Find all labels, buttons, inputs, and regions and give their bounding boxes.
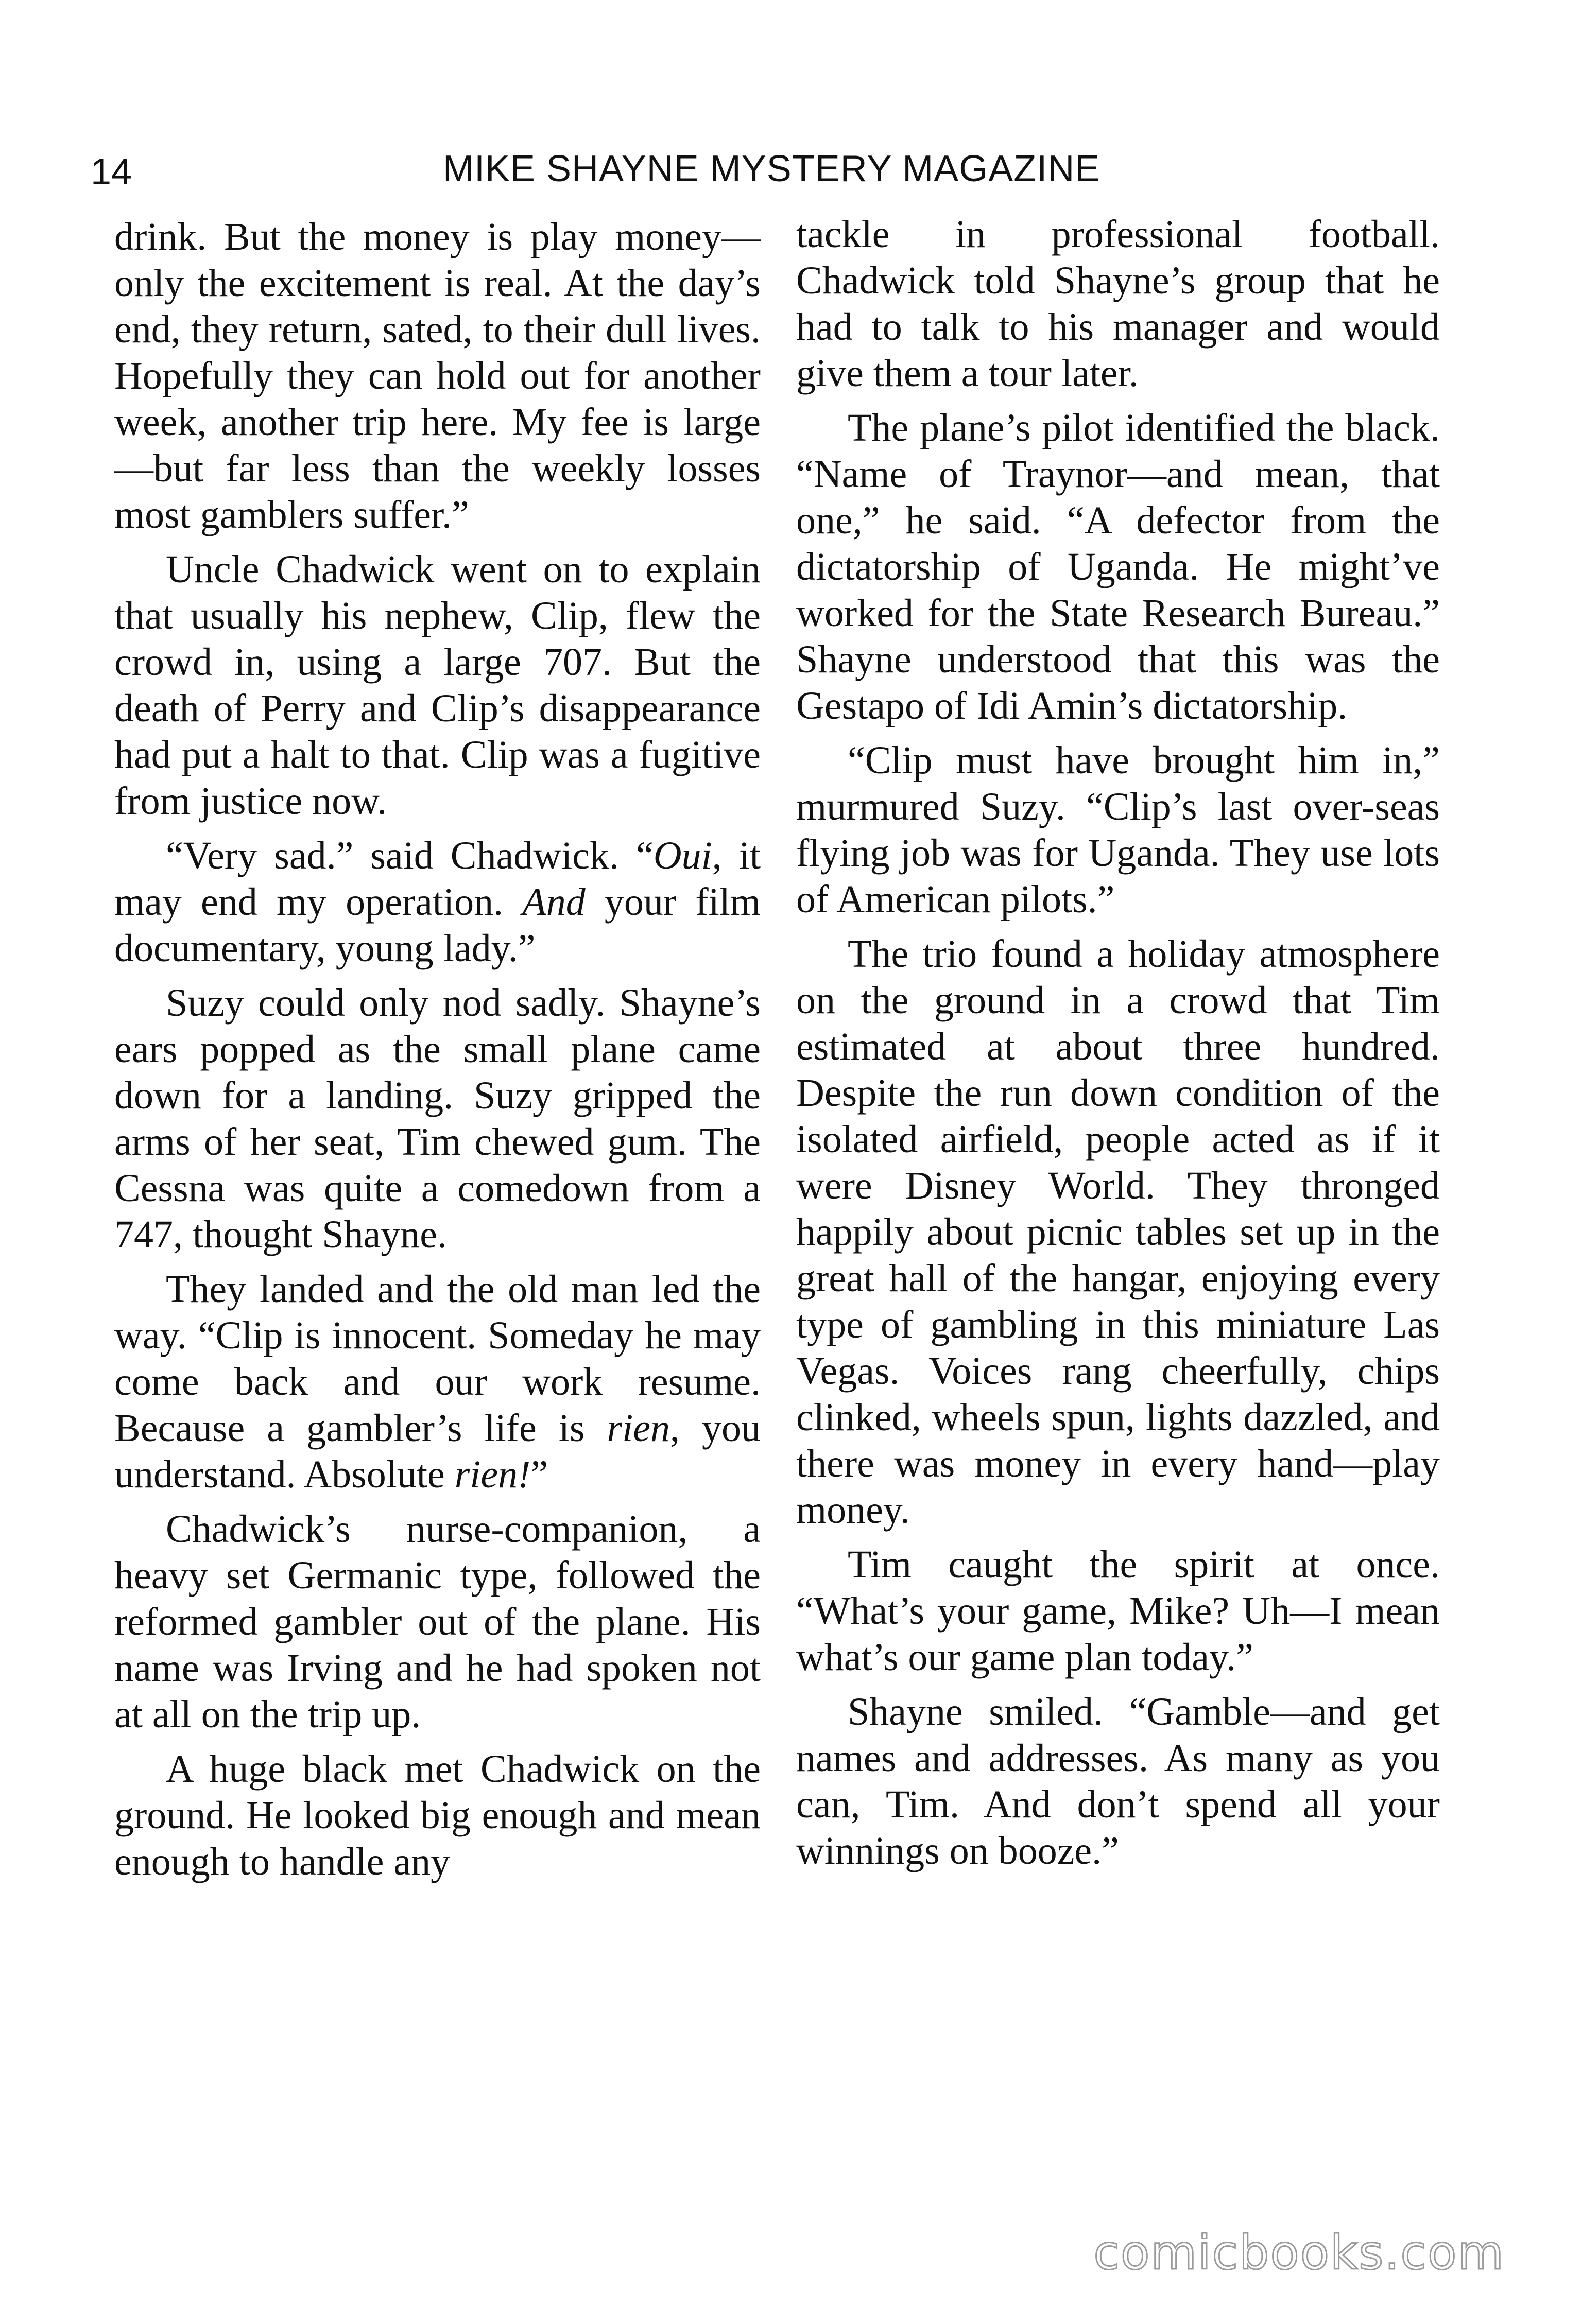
paragraph: “Clip must have brought him in,” murmured Suzy. “Clip’s last over-seas flying job was for Uganda. They use lots of American pilots.” <box>796 739 1440 921</box>
paragraph: Shayne smiled. “Gamble—and get names and addresses. As many as you can, Tim. And don’t spend all your winnings on booze.” <box>796 1690 1440 1872</box>
paragraph: tackle in professional football. Chadwick told Shayne’s group that he had to talk to his manager and would give them a tour later. <box>796 213 1440 395</box>
running-head: MIKE SHAYNE MYSTERY MAGAZINE <box>443 148 1100 189</box>
left-column <box>114 214 761 1885</box>
text-run: your film documentary, young lady.” <box>114 880 761 970</box>
paragraph: The trio found a holiday atmosphere on the ground in a crowd that Tim estimated at about three hundred. Despite the run down condition of the isolated airfield, people acted as if it were Disney World. They thronged happily about picnic tables set up in the great hall of the hangar, enjoying every type of gambling in this miniature Las Vegas. Voices rang cheerfully, chips clinked, wheels spun, lights dazzled, and there was money in every hand—play money. <box>796 932 1440 1532</box>
text-run: They landed and the old man led the way. “Clip is innocent. Someday he may come back and our work resume. Because a gambler’s life is <box>114 1268 761 1450</box>
text-run: , you understand. Absolute <box>114 1407 761 1496</box>
paragraph: Tim caught the spirit at once. “What’s your game, Mike? Uh—I mean what’s our game plan today.” <box>796 1543 1440 1679</box>
paragraph: The plane’s pilot identified the black. “Name of Traynor—and mean, that one,” he said. “A defector from the dictatorship of Uganda. He might’ve worked for the State Research Bureau.” Shayne understood that this was the Gestapo of Idi Amin’s dictatorship. <box>796 406 1440 727</box>
italic-word: Oui <box>653 834 712 877</box>
paragraph: Uncle Chadwick went on to explain that usually his nephew, Clip, flew the crowd in, using a large 707. But the death of Perry and Clip’s disappearance had put a halt to that. Clip was a fugitive from justice now. <box>114 548 761 823</box>
paragraph: A huge black met Chadwick on the ground. He looked big enough and mean enough to handle any <box>114 1747 761 1883</box>
text-run: , it may end my operation. <box>114 834 761 924</box>
paragraph <box>114 833 761 972</box>
paragraph: Chadwick’s nurse-companion, a heavy set Germanic type, followed the reformed gambler out of the plane. His name was Irving and he had spoken not at all on the trip up. <box>114 1507 761 1736</box>
text-run: ” <box>530 1453 548 1496</box>
italic-word: rien <box>607 1407 670 1450</box>
paragraph: drink. But the money is play money—only the excitement is real. At the day’s end, they return, sated, to their dull lives. Hopefully they can hold out for another week, another trip here. My fee is large—but far less than the weekly losses most gamblers suffer.” <box>114 215 761 536</box>
right-column <box>796 211 1440 1874</box>
paragraph <box>114 1266 761 1498</box>
page-number: 14 <box>91 151 132 193</box>
paragraph: Suzy could only nod sadly. Shayne’s ears popped as the small plane came down for a landing. Suzy gripped the arms of her seat, Tim chewed gum. The Cessna was quite a comedown from a 747, thought Shayne. <box>114 981 761 1256</box>
watermark: comicbooks.com <box>1093 2225 1505 2280</box>
italic-word: rien! <box>454 1453 531 1496</box>
italic-word: And <box>522 880 586 924</box>
text-run: “Very sad.” said Chadwick. “ <box>166 834 654 877</box>
